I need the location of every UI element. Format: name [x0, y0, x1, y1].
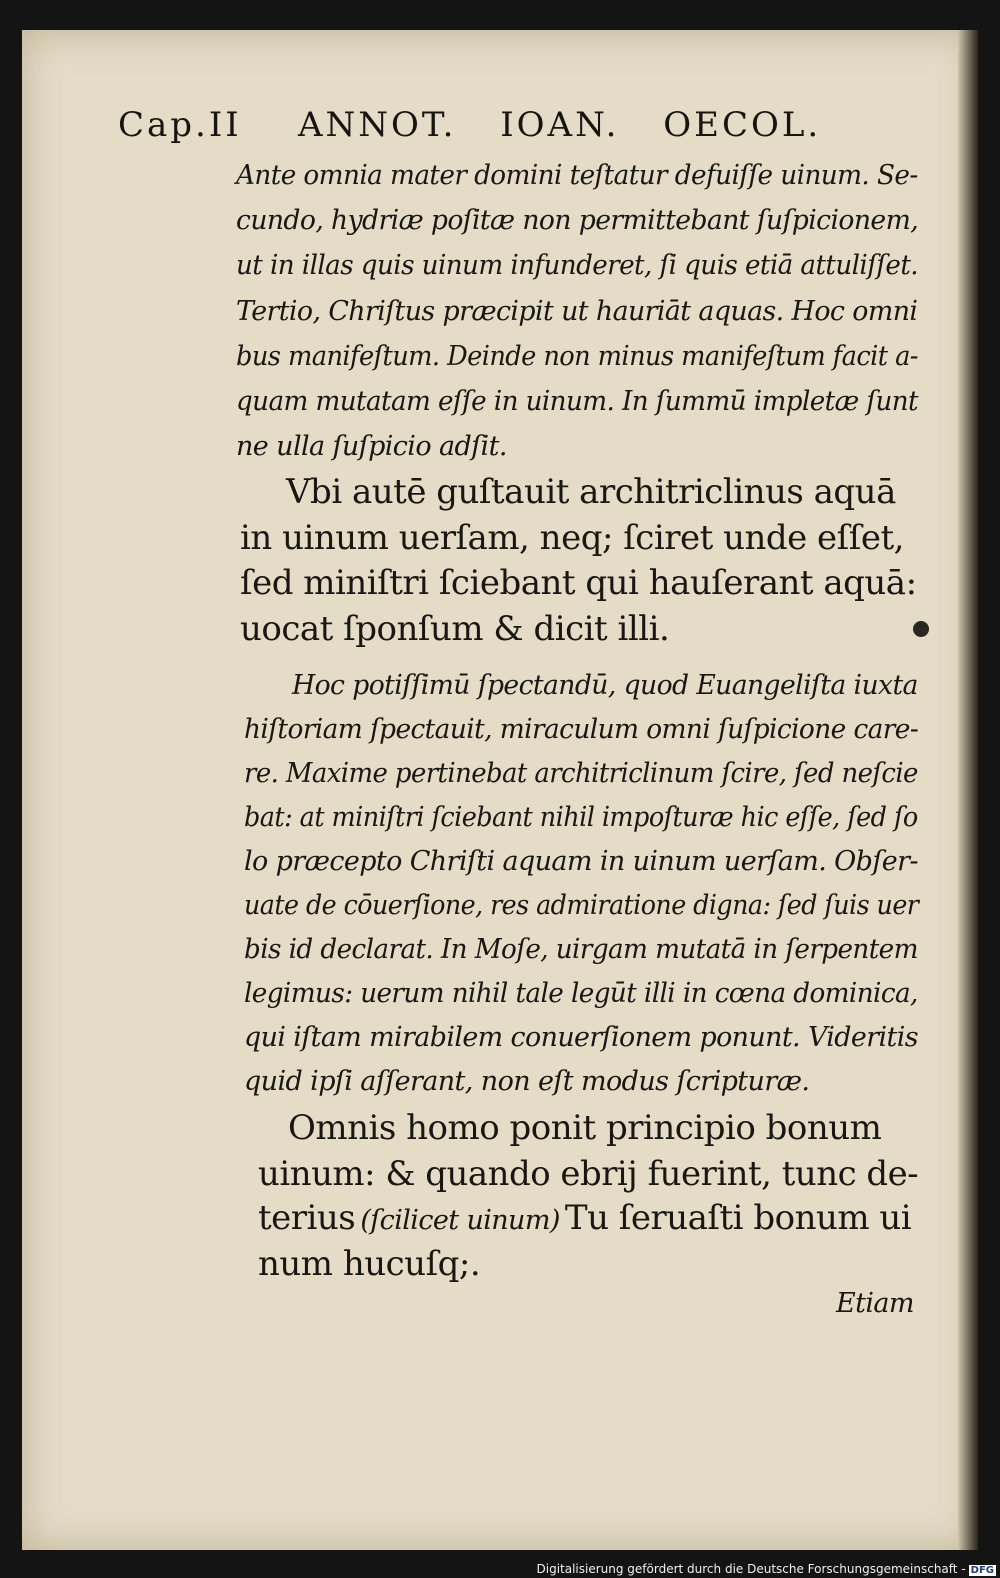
text-line: bat: at miniſtri ſciebant nihil impoſturæ hic eſſe, ſed ſo [244, 802, 918, 833]
credit-text: Digitalisierung gefördert durch die Deutsche Forschungsgemeinschaft - [536, 1562, 966, 1576]
text-line: bis id declarat. In Moſe, uirgam mutatā in ſerpentem [244, 934, 918, 965]
text-span: Tu ſeruaſti bonum ui [564, 1198, 912, 1238]
text-line: ne ulla ſuſpicio adſit. [236, 431, 507, 462]
running-title: ANNOT. IOAN. OECOL. [298, 105, 822, 145]
text-line: ut in illas quis uinum infunderet, ſi quis etiā attuliſſet. [236, 250, 919, 281]
text-line: quid ipſi aſſerant, non eſt modus ſcripturæ. [244, 1066, 810, 1097]
ink-blot [913, 621, 929, 637]
text-line: legimus: uerum nihil tale legūt illi in cœna dominica, [244, 978, 918, 1009]
text-line: uate de cōuerſione, res admiratione digna: ſed ſuis uer [244, 890, 919, 921]
text-line: Ante omnia mater domini teſtatur defuiſſe uinum. Se- [236, 160, 918, 191]
digitization-credit [0, 1562, 1000, 1576]
chapter-label: Cap.II [118, 105, 242, 145]
text-line: lo præcepto Chriſti aquam in uinum uerſam. Obſer- [244, 846, 918, 877]
text-line: re. Maxime pertinebat architriclinum ſcire, ſed neſcie [244, 758, 918, 789]
text-line: Hoc potiſſimū ſpectandū, quod Euangeliſta iuxta [292, 670, 918, 701]
text-line: qui iſtam mirabilem conuerſionem ponunt. Videritis [244, 1022, 918, 1053]
catchword: Etiam [836, 1288, 914, 1319]
text-line: ſed miniſtri ſciebant qui hauſerant aquā: [240, 563, 917, 603]
text-line: Vbi autē guſtauit architriclinus aquā [286, 472, 896, 512]
text-line: uocat ſponſum & dicit illi. [240, 609, 670, 649]
text-line: cundo, hydriæ poſitæ non permittebant ſuſpicionem, [236, 205, 919, 236]
dfg-logo: DFG [970, 1565, 994, 1576]
text-line: Tertio, Chriſtus præcipit ut hauriāt aquas. Hoc omni [236, 296, 918, 327]
page-gutter-shadow [958, 30, 978, 1550]
text-line: bus manifeſtum. Deinde non minus manifeſtum facit a- [236, 341, 918, 372]
text-line: Omnis homo ponit principio bonum [288, 1108, 882, 1148]
text-line: in uinum uerſam, neq; ſciret unde eſſet, [240, 518, 904, 558]
text-line: quam mutatam eſſe in uinum. In ſummū impletæ ſunt [236, 386, 919, 417]
text-line: uinum: & quando ebrij fuerint, tunc de- [258, 1154, 919, 1194]
text-span: terius [258, 1198, 356, 1238]
text-line: num hucuſq;. [258, 1244, 481, 1284]
text-span-italic: (ſcilicet uinum) [360, 1205, 560, 1236]
text-line: hiſtoriam ſpectauit, miraculum omni ſuſpicione care- [244, 714, 919, 745]
text-line-mixed [258, 1198, 911, 1238]
